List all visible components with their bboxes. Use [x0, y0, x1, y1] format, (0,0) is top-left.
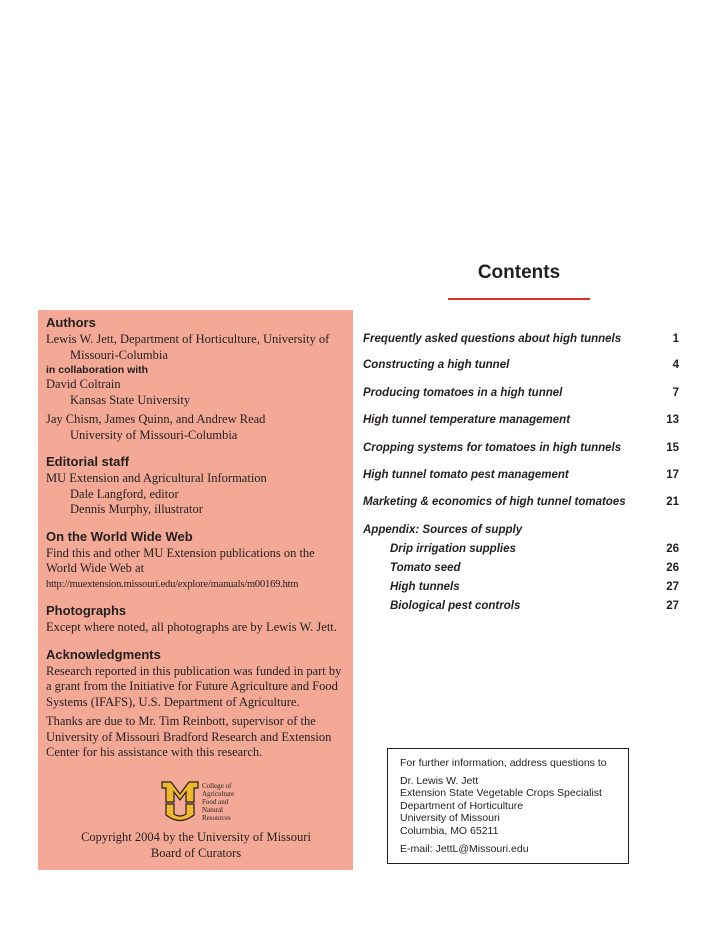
- toc-item-title: Cropping systems for tomatoes in high tunnels: [363, 442, 622, 454]
- illustrator-line: Dennis Murphy, illustrator: [70, 502, 203, 516]
- author2-affiliation: Kansas State University: [70, 392, 191, 407]
- toc-subitem-title: Drip irrigation supplies: [390, 543, 516, 555]
- toc-subitem[interactable]: [363, 581, 679, 599]
- acknowledgments-para1: Research reported in this publication was funded in part by a grant from the Initiative for Future Agriculture and Food Systems (IFAFS), U.S. Department of Agriculture.: [46, 663, 342, 709]
- copyright-line2: Board of Curators: [150, 845, 242, 860]
- copyright-line1: Copyright 2004 by the University of Missouri: [81, 830, 311, 844]
- author3-affiliation: University of Missouri-Columbia: [70, 427, 238, 442]
- toc-item-title: Constructing a high tunnel: [363, 359, 510, 371]
- photographs-text: Except where noted, all photographs are by Lewis W. Jett.: [46, 620, 337, 634]
- toc-item[interactable]: [363, 359, 679, 377]
- contact-line: University of Missouri: [400, 812, 500, 824]
- toc-subitem-title: Tomato seed: [390, 562, 461, 574]
- toc-item-title: Marketing & economics of high tunnel tomatoes: [363, 496, 626, 508]
- web-line1: Find this and other MU Extension publications on the: [46, 545, 315, 560]
- toc-item-page: 1: [672, 333, 679, 345]
- toc-item-page: 13: [666, 414, 679, 426]
- toc-item[interactable]: [363, 442, 679, 460]
- authors-heading: Authors: [46, 315, 96, 330]
- logo-text-line: College of: [202, 782, 232, 790]
- toc-item[interactable]: [363, 414, 679, 432]
- credits-panel: [38, 310, 353, 870]
- toc-subitem[interactable]: [363, 562, 679, 580]
- contents-rule: [448, 298, 590, 300]
- author2-name: David Coltrain: [46, 377, 121, 391]
- toc-subitem-page: 27: [666, 600, 679, 612]
- editorial-heading: Editorial staff: [46, 454, 130, 469]
- toc-subitem-title: Biological pest controls: [390, 600, 521, 612]
- toc-subitem[interactable]: [363, 600, 679, 618]
- toc-subitem-page: 26: [666, 543, 679, 555]
- toc-item-title: High tunnel temperature management: [363, 414, 571, 426]
- copyright: [46, 830, 346, 861]
- acknowledgments-heading: Acknowledgments: [46, 646, 161, 662]
- contact-info-box: [387, 748, 629, 864]
- toc-subitem-title: High tunnels: [390, 581, 460, 593]
- mu-logo: [160, 780, 280, 822]
- contact-intro: For further information, address questions to: [400, 757, 607, 769]
- toc-item[interactable]: [363, 469, 679, 487]
- toc-item-page: 7: [672, 387, 679, 399]
- web-line2: World Wide Web at: [46, 561, 145, 575]
- collaboration-label: in collaboration with: [46, 364, 149, 376]
- toc-item-title: Producing tomatoes in a high tunnel: [363, 387, 563, 399]
- toc-item-page: 15: [666, 442, 679, 454]
- logo-text-line: Natural: [202, 806, 223, 814]
- toc-item[interactable]: [363, 387, 679, 405]
- toc-subitem-page: 26: [666, 562, 679, 574]
- author1-line1: Lewis W. Jett, Department of Horticulture, University of: [46, 332, 330, 346]
- web-url-link[interactable]: http://muextension.missouri.edu/explore/manuals/m00169.htm: [46, 578, 299, 590]
- contact-email-link[interactable]: E-mail: JettL@Missouri.edu: [400, 843, 529, 855]
- photographs-heading: Photographs: [46, 603, 127, 618]
- acknowledgments-para2: Thanks are due to Mr. Tim Reinbott, supervisor of the University of Missouri Bradford Research and Extension Center for his assistance with this research.: [46, 714, 332, 759]
- toc-item[interactable]: [363, 496, 679, 514]
- toc-appendix-heading[interactable]: [363, 524, 679, 542]
- toc-item-title: Frequently asked questions about high tunnels: [363, 333, 622, 345]
- logo-text-line: Food and: [202, 798, 229, 806]
- contents-title: Contents: [477, 262, 561, 283]
- contact-line: Department of Horticulture: [400, 799, 524, 812]
- editorial-org: MU Extension and Agricultural Information: [46, 471, 267, 485]
- toc-item[interactable]: [363, 333, 679, 351]
- logo-text: [202, 782, 234, 822]
- web-heading: On the World Wide Web: [46, 528, 193, 544]
- mu-logo-icon: [160, 780, 200, 822]
- toc-item-page: 17: [666, 469, 679, 481]
- toc-appendix-title: Appendix: Sources of supply: [363, 524, 523, 536]
- logo-text-line: Agriculture: [202, 790, 235, 798]
- toc-item-page: 4: [672, 359, 679, 371]
- contact-line: Columbia, MO 65211: [400, 824, 499, 837]
- editor-line: Dale Langford, editor: [70, 486, 179, 501]
- author1-line2: Missouri-Columbia: [70, 347, 168, 362]
- toc-subitem[interactable]: [363, 543, 679, 561]
- toc-item-page: 21: [666, 496, 679, 508]
- toc-subitem-page: 27: [666, 581, 679, 593]
- toc-item-title: High tunnel tomato pest management: [363, 469, 569, 481]
- contact-line: Dr. Lewis W. Jett: [400, 774, 479, 787]
- contact-line: Extension State Vegetable Crops Specialist: [400, 787, 602, 799]
- logo-text-line: Resources: [202, 814, 231, 822]
- author3-names: Jay Chism, James Quinn, and Andrew Read: [46, 412, 266, 426]
